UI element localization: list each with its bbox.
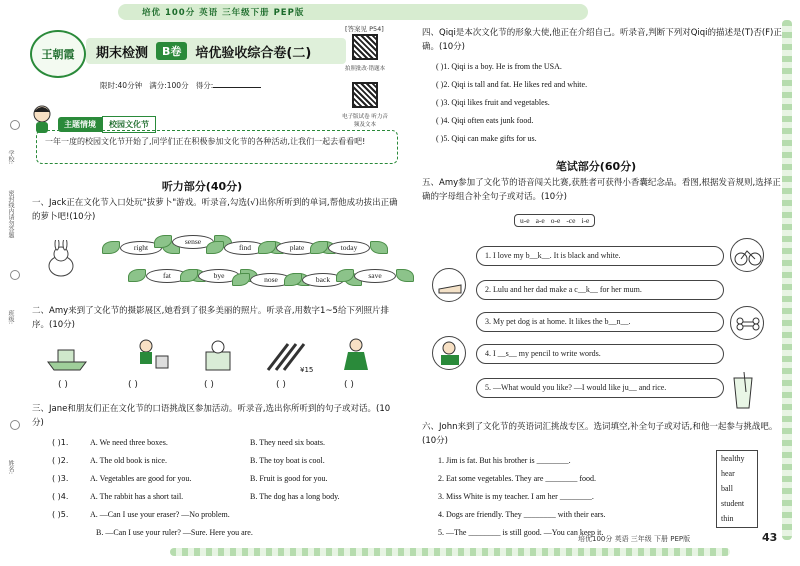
answer-paren[interactable]: ( ) xyxy=(58,380,68,390)
score-blank[interactable] xyxy=(213,80,261,88)
theme-label: 主题情境 xyxy=(58,117,102,132)
chip: a-e xyxy=(535,216,545,225)
chip: -ce xyxy=(566,216,576,225)
q4-item[interactable]: ( )4. Qiqi often eats junk food. xyxy=(436,116,534,125)
page-number: 43 xyxy=(762,531,778,544)
q4-item[interactable]: ( )2. Qiqi is tall and fat. He likes red and white. xyxy=(436,80,588,89)
binding-hole xyxy=(10,420,20,430)
question-6-prompt: 六、John来到了文化节的英语词汇挑战专区。选词填空,补全句子或对话,和他一起参与挑战吧。(10分) xyxy=(422,422,778,446)
q5-sentence[interactable]: 4. I __s__ my pencil to write words. xyxy=(476,344,724,364)
question-2-prompt: 二、Amy来到了文化节的摄影展区,她看到了很多美丽的照片。听录音,用数字1~5给下列照片排序。(10分) xyxy=(32,306,389,330)
q3-item-number[interactable]: ( )1. xyxy=(52,438,69,447)
title-bar xyxy=(86,38,346,64)
binding-strip xyxy=(4,20,28,550)
q5-sentence[interactable]: 5. —What would you like? —I would like ju__ and rice. xyxy=(476,378,724,398)
title-badge: B卷 xyxy=(156,42,187,60)
word-bank-item: thin xyxy=(721,514,734,523)
binding-label-class: 班级: xyxy=(7,310,14,325)
letter-combo-chips xyxy=(514,214,595,227)
q4-item[interactable]: ( )3. Qiqi likes fruit and vegetables. xyxy=(436,98,550,107)
qr-caption: 电子版试卷 听力音频及文本 xyxy=(342,114,388,128)
girl-photo-icon xyxy=(334,338,380,372)
brand-logo: 王朝霞 xyxy=(30,30,86,78)
theme-topic: 校园文化节 xyxy=(102,116,156,133)
radish-word: sense xyxy=(172,235,214,249)
q3-option-b: B. —Can I use your ruler? —Sure. Here you are. xyxy=(96,528,253,537)
q3-item-number[interactable]: ( )2. xyxy=(52,456,69,465)
section-title-listening: 听力部分(40分) xyxy=(161,180,243,193)
chip: u-e xyxy=(520,216,530,225)
radish-word: back xyxy=(302,273,344,287)
cat-box-photo-icon xyxy=(196,338,242,372)
q5-sentence[interactable]: 1. I love my b__k__. It is black and white. xyxy=(476,246,724,266)
radish-word: find xyxy=(224,241,266,255)
binding-label-school: 学校: xyxy=(7,150,14,165)
q3-item-number[interactable]: ( )5. xyxy=(52,510,69,519)
time-limit: 限时:40分钟 xyxy=(100,81,143,90)
word-bank-item: hear xyxy=(721,469,735,478)
radish-word: plate xyxy=(276,241,318,255)
radish-word: right xyxy=(120,241,162,255)
q3-option-b: B. The dog has a long body. xyxy=(250,492,340,501)
full-score: 满分:100分 xyxy=(149,81,189,90)
q3-option-a: A. Vegetables are good for you. xyxy=(90,474,192,483)
word-bank xyxy=(716,450,758,528)
q6-sentence[interactable]: 2. Eat some vegetables. They are ________ food. xyxy=(438,474,597,483)
q6-sentence[interactable]: 5. —The ________ is still good. —You can keep it. xyxy=(438,528,604,537)
q3-option-a: A. The rabbit has a short tail. xyxy=(90,492,184,501)
rabbit-icon xyxy=(44,240,78,278)
right-decor-band xyxy=(782,20,792,540)
top-band xyxy=(118,4,588,20)
radish-option[interactable] xyxy=(334,266,412,286)
q3-option-b: B. Fruit is good for you. xyxy=(250,474,328,483)
theme-intro: 一年一度的校园文化节开始了,同学们正在积极参加文化节的各种活动,让我们一起去看看吧! xyxy=(36,130,398,164)
question-4-prompt: 四、Qiqi是本次文化节的形象大使,他正在介绍自己。听录音,判断下列对Qiqi的描述是(T)否(F)正确。(10分) xyxy=(422,28,782,52)
question-1-prompt: 一、Jack正在文化节入口处玩"拔萝卜"游戏。听录音,勾选(√)出你所听到的单词,帮他成功拔出正确的萝卜吧!(10分) xyxy=(32,198,398,222)
binding-hole xyxy=(10,120,20,130)
radish-word: nose xyxy=(250,273,292,287)
section-title-writing: 笔试部分(60分) xyxy=(555,160,637,173)
bone-icon xyxy=(730,306,764,340)
radish-word: save xyxy=(354,269,396,283)
binding-hole xyxy=(10,270,20,280)
cake-icon xyxy=(432,268,466,302)
title-exam: 期末检测 xyxy=(96,45,149,61)
q4-item[interactable]: ( )5. Qiqi can make gifts for us. xyxy=(436,134,537,143)
chip: i-e xyxy=(581,216,590,225)
q5-sentence[interactable]: 2. Lulu and her dad make a c__k__ for her mum. xyxy=(476,280,724,300)
answer-paren[interactable]: ( ) xyxy=(276,380,286,390)
q3-item-number[interactable]: ( )3. xyxy=(52,474,69,483)
price-tag: ¥15 xyxy=(300,366,314,374)
q3-option-a: A. —Can I use your eraser? —No problem. xyxy=(90,510,230,519)
question-3-prompt: 三、Jane和朋友们正在文化节的口语挑战区参加活动。听录音,选出你所听到的句子或对话。(10分) xyxy=(32,404,391,428)
answer-reference: [答案见 P54] xyxy=(345,25,384,33)
q6-sentence[interactable]: 4. Dogs are friendly. They ________ with their ears. xyxy=(438,510,606,519)
qr-code-icon[interactable] xyxy=(352,82,378,108)
q3-option-b: B. They need six boats. xyxy=(250,438,325,447)
girl-writing-icon xyxy=(432,336,466,370)
chip: o-e xyxy=(550,216,561,225)
q6-sentence[interactable]: 1. Jim is fat. But his brother is ________. xyxy=(438,456,571,465)
q3-option-a: A. The old book is nice. xyxy=(90,456,167,465)
q6-sentence[interactable]: 3. Miss White is my teacher. I am her ________. xyxy=(438,492,594,501)
radish-option[interactable] xyxy=(308,238,386,258)
binding-label-note: 密封线内请勿答题 xyxy=(7,190,14,238)
bottom-decor-band xyxy=(170,548,730,556)
bike-icon xyxy=(730,238,764,272)
band-text: 培优 100分 英语 三年级下册 PEP版 xyxy=(142,8,305,18)
qr-caption: 拍照批改·错题本 xyxy=(344,66,386,72)
radish-word: today xyxy=(328,241,370,255)
q4-item[interactable]: ( )1. Qiqi is a boy. He is from the USA. xyxy=(436,62,562,71)
binding-label-name: 姓名: xyxy=(7,460,14,475)
exam-meta xyxy=(100,80,261,91)
footer-text: 培优100分 英语 三年级 下册 PEP版 xyxy=(578,535,691,543)
q3-option-b: B. The toy boat is cool. xyxy=(250,456,325,465)
answer-paren[interactable]: ( ) xyxy=(344,380,354,390)
score-label: 得分: xyxy=(195,81,214,90)
question-5-prompt: 五、Amy参加了文化节的语音闯关比赛,获胜者可获得小香囊纪念品。看图,根据发音规则,选择正确的字母组合补全句子或对话。(10分) xyxy=(422,178,781,202)
juice-glass-icon xyxy=(730,372,756,410)
title-main: 培优验收综合卷(二) xyxy=(195,45,312,61)
word-bank-item: student xyxy=(721,499,745,508)
radish-word: fat xyxy=(146,269,188,283)
word-bank-item: ball xyxy=(721,484,733,493)
q3-item-number[interactable]: ( )4. xyxy=(52,492,69,501)
word-bank-item: healthy xyxy=(721,454,745,463)
q5-sentence[interactable]: 3. My pet dog is at home. It likes the b__n__. xyxy=(476,312,724,332)
answer-paren[interactable]: ( ) xyxy=(128,380,138,390)
answer-paren[interactable]: ( ) xyxy=(204,380,214,390)
boat-photo-icon xyxy=(44,340,90,374)
qr-code-icon[interactable] xyxy=(352,34,378,60)
q3-option-a: A. We need three boxes. xyxy=(90,438,168,447)
radish-word: bye xyxy=(198,269,240,283)
boy-photo-icon xyxy=(128,338,174,372)
